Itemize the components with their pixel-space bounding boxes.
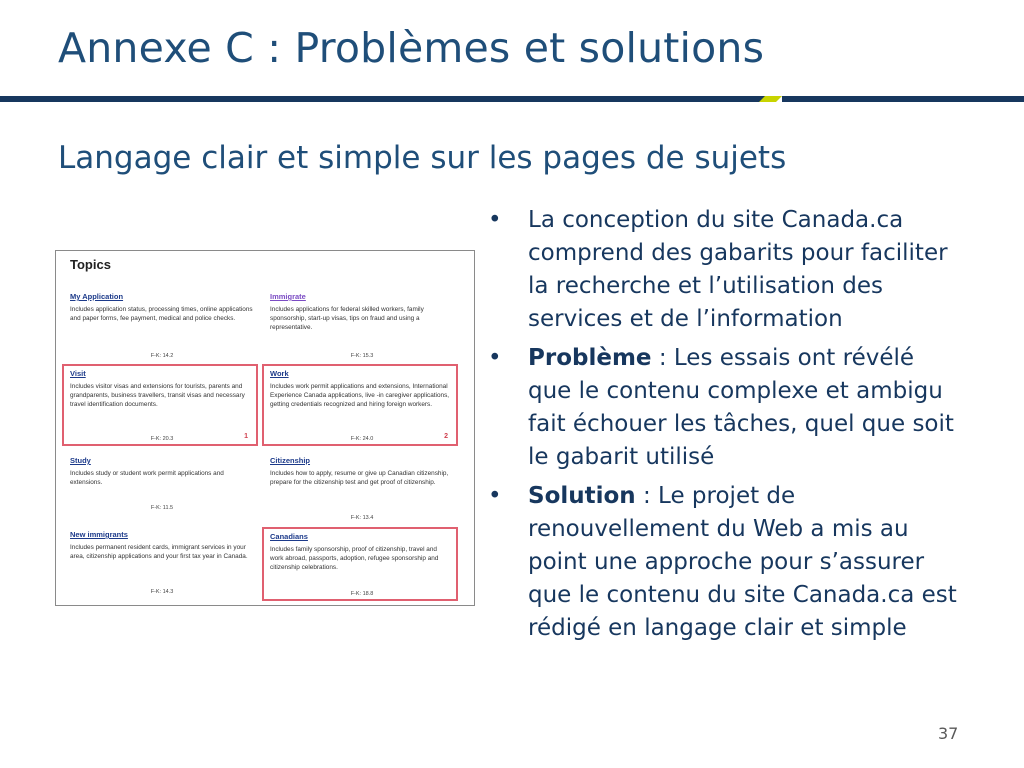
title-divider-dark-right (782, 96, 1024, 102)
topic-link[interactable]: My Application (70, 292, 124, 301)
topic-card (64, 289, 260, 361)
page-number: 37 (938, 724, 959, 743)
bullet-keyword: Solution (528, 483, 636, 509)
slide-subtitle: Langage clair et simple sur les pages de sujets (58, 140, 787, 176)
bullet-text: : Le projet de renouvellement du Web a mis au point une approche pour s’assurer que le contenu du site Canada.ca est rédigé en langage clair et simple (528, 483, 957, 641)
readability-score: F-K: 15.3 (350, 353, 374, 359)
readability-score: F-K: 18.8 (350, 591, 374, 597)
title-divider-dark (0, 96, 765, 102)
topic-card (264, 453, 460, 523)
topic-link[interactable]: Citizenship (270, 456, 311, 465)
slide-title: Annexe C : Problèmes et solutions (58, 24, 765, 72)
bullet-marker: • (488, 207, 502, 233)
readability-score: F-K: 20.3 (150, 436, 174, 442)
bullet-text: La conception du site Canada.ca comprend des gabarits pour faciliter la recherche et l’utilisation des services et de l’information (528, 207, 948, 332)
topic-link[interactable]: Study (70, 456, 91, 465)
title-divider (0, 96, 1024, 102)
bullet-text: : Les essais ont révélé que le contenu complexe et ambigu fait échouer les tâches, quel que soit le gabarit utilisé (528, 345, 954, 470)
topic-description: Includes visitor visas and extensions for tourists, parents and grandparents, business travellers, transit visas and necessary travel identification documents. (70, 383, 245, 408)
readability-score: F-K: 14.2 (150, 353, 174, 359)
topic-card (64, 453, 260, 513)
topics-heading: Topics (70, 257, 111, 272)
bullet-marker: • (488, 483, 502, 509)
topic-link[interactable]: Canadians (270, 532, 308, 541)
topic-link[interactable]: New immigrants (70, 530, 128, 539)
topic-card-highlighted (262, 364, 458, 446)
topic-description: Includes how to apply, resume or give up Canadian citizenship, prepare for the citizenship test and get proof of citizenship. (270, 470, 449, 486)
readability-score: F-K: 13.4 (350, 515, 374, 521)
bullet-marker: • (488, 345, 502, 371)
topic-description: Includes family sponsorship, proof of citizenship, travel and work abroad, passports, adoption, refugee sponsorship and citizenship celebrations. (270, 546, 439, 571)
bullet-item (488, 480, 958, 645)
readability-score: F-K: 14.3 (150, 589, 174, 595)
topic-description: Includes work permit applications and extensions, International Experience Canada applications, live -in caregiver applications, getting credentials recognized and hiring foreign workers. (270, 383, 450, 408)
readability-score: F-K: 11.5 (150, 505, 174, 511)
topic-description: Includes study or student work permit applications and extensions. (70, 470, 224, 486)
bullet-keyword: Problème (528, 345, 652, 371)
topic-card (64, 527, 260, 597)
topic-card-highlighted (62, 364, 258, 446)
topic-description: Includes permanent resident cards, immigrant services in your area, citizenship applications and your first tax year in Canada. (70, 544, 248, 560)
bullet-item (488, 204, 958, 336)
topic-description: Includes application status, processing times, online applications and paper forms, fee payment, medical and police checks. (70, 306, 253, 322)
topic-link[interactable]: Work (270, 369, 289, 378)
topic-card (264, 289, 460, 361)
readability-score: F-K: 24.0 (350, 436, 374, 442)
topic-link[interactable]: Immigrate (270, 292, 306, 301)
topic-link[interactable]: Visit (70, 369, 86, 378)
highlight-marker: 1 (244, 433, 248, 440)
bullet-list (488, 204, 958, 651)
topics-screenshot (55, 250, 475, 606)
topic-description: Includes applications for federal skilled workers, family sponsorship, start-up visas, tips on fraud and using a representative. (270, 306, 424, 331)
highlight-marker: 2 (444, 433, 448, 440)
bullet-item (488, 342, 958, 474)
topic-card-highlighted (262, 527, 458, 601)
